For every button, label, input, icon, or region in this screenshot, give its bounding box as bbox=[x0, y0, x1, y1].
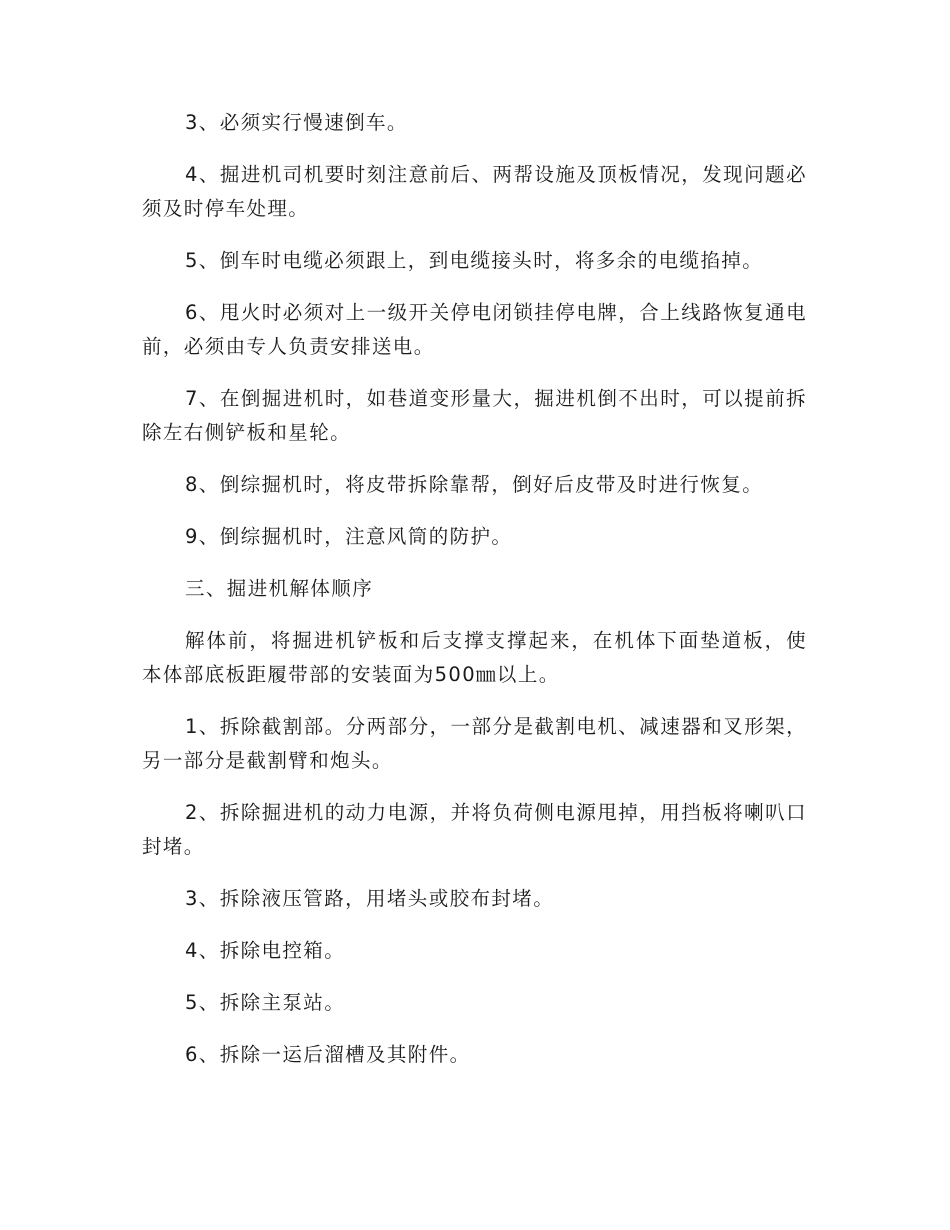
paragraph-disassembly-5: 5、拆除主泵站。 bbox=[185, 991, 346, 1014]
paragraph-disassembly-1: 1、拆除截割部。分两部分，一部分是截割电机、减速器和叉形架，另一部分是截割臂和炮头。 bbox=[142, 715, 807, 772]
paragraph-disassembly-4: 4、拆除电控箱。 bbox=[185, 939, 346, 962]
paragraph-step-7: 7、在倒掘进机时，如巷道变形量大，掘进机倒不出时，可以提前拆除左右侧铲板和星轮。 bbox=[142, 387, 807, 444]
document-page bbox=[142, 106, 807, 1090]
paragraph-step-8: 8、倒综掘机时，将皮带拆除靠帮，倒好后皮带及时进行恢复。 bbox=[185, 473, 764, 496]
paragraph-step-5: 5、倒车时电缆必须跟上，到电缆接头时，将多余的电缆掐掉。 bbox=[185, 249, 764, 272]
paragraph-step-3: 3、必须实行慢速倒车。 bbox=[185, 111, 408, 134]
section-heading-disassembly: 三、掘进机解体顺序 bbox=[185, 577, 374, 600]
paragraph-step-4: 4、掘进机司机要时刻注意前后、两帮设施及顶板情况，发现问题必须及时停车处理。 bbox=[142, 163, 807, 220]
paragraph-disassembly-2: 2、拆除掘进机的动力电源，并将负荷侧电源甩掉，用挡板将喇叭口封堵。 bbox=[142, 801, 807, 858]
paragraph-step-6: 6、甩火时必须对上一级开关停电闭锁挂停电牌，合上线路恢复通电前，必须由专人负责安排送电。 bbox=[142, 301, 807, 358]
paragraph-disassembly-6: 6、拆除一运后溜槽及其附件。 bbox=[185, 1043, 471, 1066]
paragraph-disassembly-3: 3、拆除液压管路，用堵头或胶布封堵。 bbox=[185, 887, 555, 910]
paragraph-pre-disassembly: 解体前，将掘进机铲板和后支撑支撑起来，在机体下面垫道板，使本体部底板距履带部的安装面为500㎜以上。 bbox=[142, 629, 807, 686]
paragraph-step-9: 9、倒综掘机时，注意风筒的防护。 bbox=[185, 525, 513, 548]
